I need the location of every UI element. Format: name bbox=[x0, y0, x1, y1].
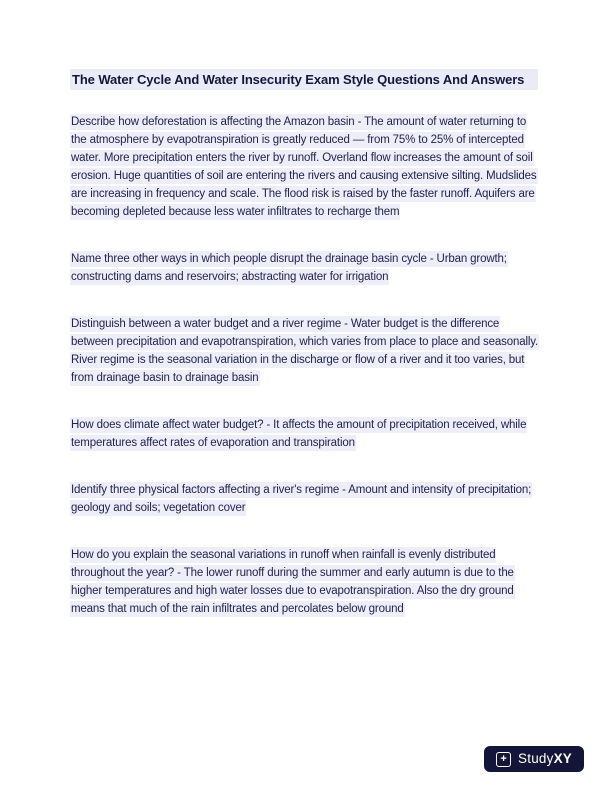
qa-text: Distinguish between a water budget and a river regime - Water budget is the difference between precipitation and evapotranspiration, which varies from place to place and seasonally. River regime is the seasonal variation in the discharge or flow of a river and it too varies, but from drainage basin to drainage basin bbox=[71, 318, 539, 384]
qa-text: Identify three physical factors affecting a river's regime - Amount and intensity of precipitation; geology and soils; vegetation cover bbox=[71, 484, 532, 514]
document-content bbox=[70, 70, 540, 647]
qa-text: How do you explain the seasonal variations in runoff when rainfall is evenly distributed throughout the year? - The lower runoff during the summer and early autumn is due to the higher temperatures and high water losses due to evapotranspiration. Also the dry ground means that much of the rain infiltrates and percolates below ground bbox=[71, 549, 514, 615]
qa-text: Describe how deforestation is affecting the Amazon basin - The amount of water returning to the atmosphere by evapotranspiration is greatly reduced — from 75% to 25% of intercepted water. More precipitation enters the river by runoff. Overland flow increases the amount of soil erosion. Huge quantities of soil are entering the rivers and causing extensive silting. Mudslides are increasing in frequency and scale. The flood risk is raised by the faster runoff. Aquifers are becoming depleted because less water infiltrates to recharge them bbox=[71, 116, 537, 218]
brand-name bbox=[518, 752, 572, 766]
brand-name-regular: Study bbox=[518, 751, 554, 767]
plus-icon: + bbox=[496, 752, 511, 767]
qa-paragraph bbox=[70, 315, 540, 387]
qa-text: How does climate affect water budget? - It affects the amount of precipitation received, while temperatures affect rates of evaporation and transpiration bbox=[71, 419, 527, 449]
qa-paragraph bbox=[70, 113, 540, 221]
brand-name-bold: XY bbox=[553, 751, 572, 767]
page-title-text: The Water Cycle And Water Insecurity Exam Style Questions And Answers bbox=[70, 69, 538, 90]
qa-paragraph bbox=[70, 481, 540, 517]
qa-paragraph bbox=[70, 250, 540, 286]
page-title bbox=[70, 70, 540, 89]
studyxy-logo bbox=[484, 746, 584, 772]
qa-paragraph bbox=[70, 416, 540, 452]
qa-text: Name three other ways in which people disrupt the drainage basin cycle - Urban growth; constructing dams and reservoirs; abstracting water for irrigation bbox=[71, 253, 507, 283]
qa-paragraph bbox=[70, 546, 540, 618]
